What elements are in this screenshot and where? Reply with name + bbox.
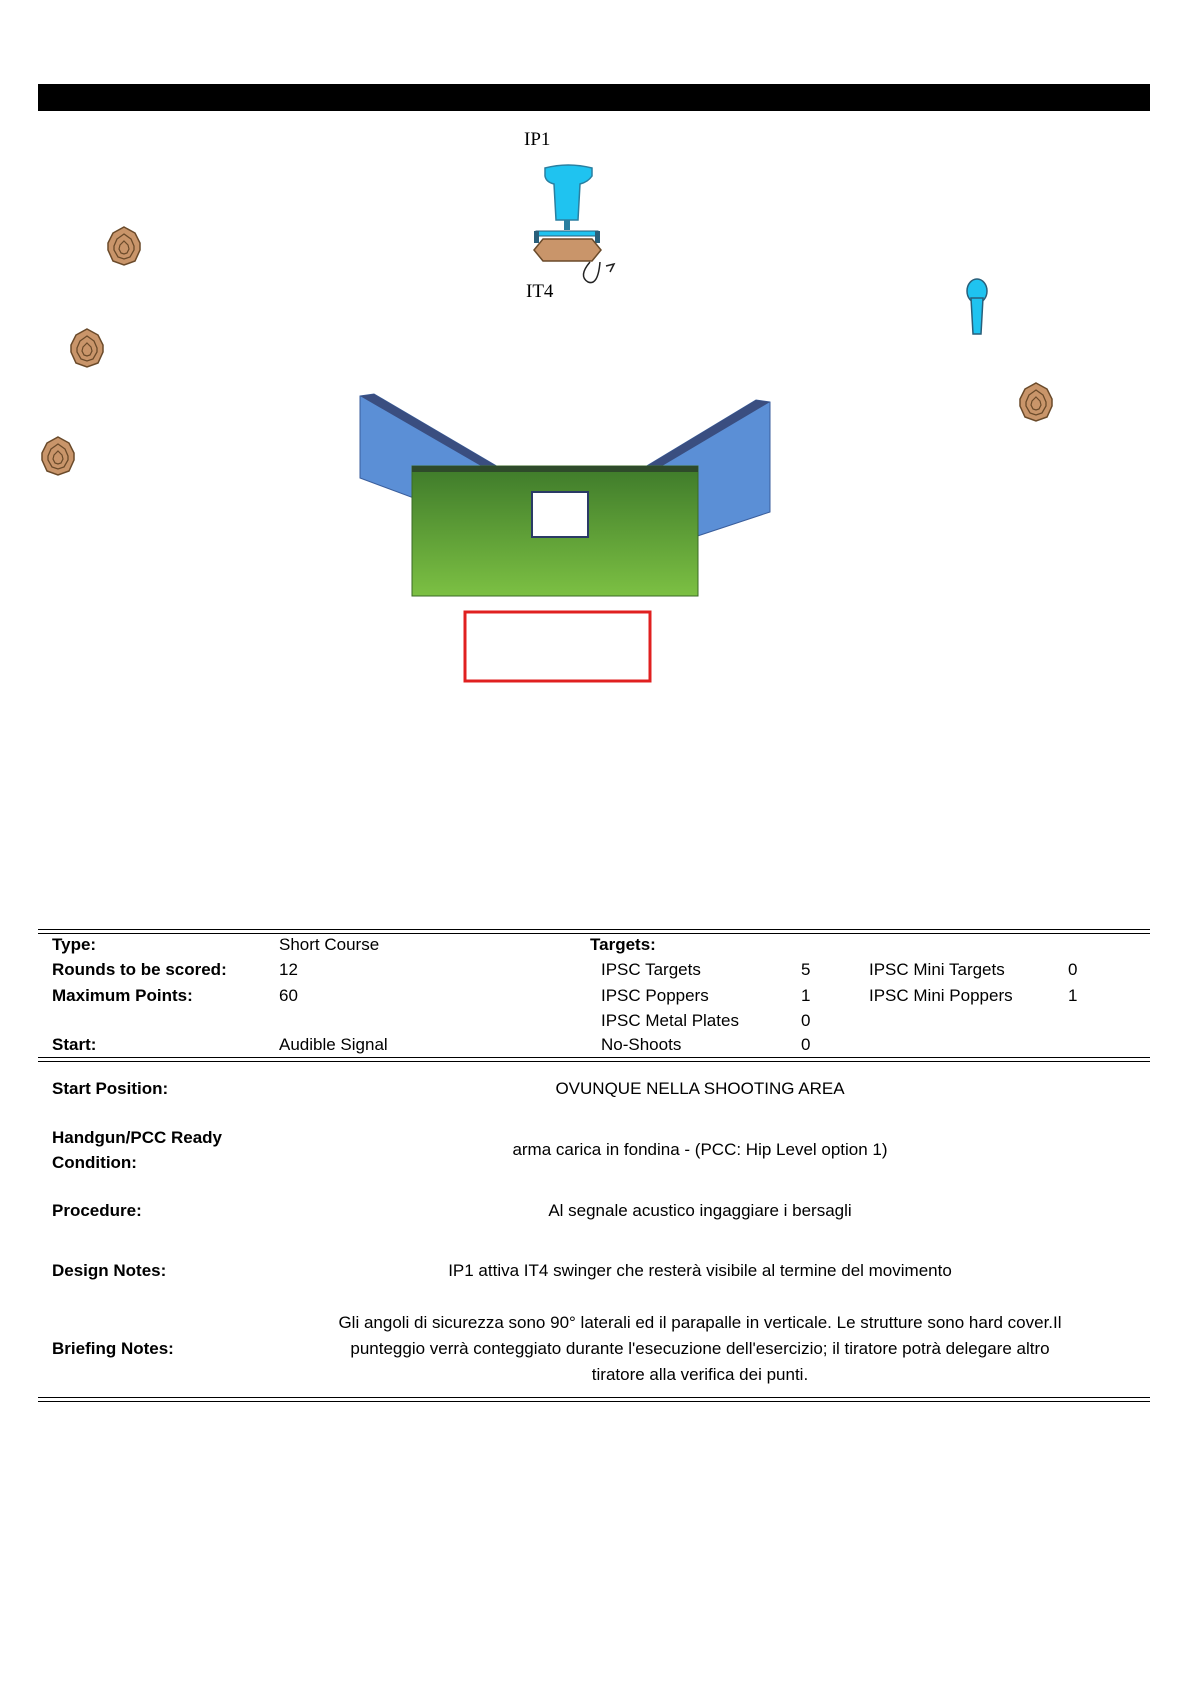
points-value: 60 — [279, 986, 298, 1005]
mini-target-count: 1 — [1068, 986, 1078, 1005]
table-rule-mid — [38, 1057, 1150, 1058]
briefing-notes-label: Briefing Notes: — [52, 1339, 174, 1358]
ipsc-target-3 — [42, 437, 74, 475]
design-notes-value: IP1 attiva IT4 swinger che resterà visibile al termine del movimento — [448, 1261, 952, 1280]
ipsc-target-1 — [108, 227, 140, 265]
target-name: IPSC Metal Plates — [601, 1011, 739, 1030]
target-count: 5 — [801, 960, 811, 979]
table-rule-top — [38, 929, 1150, 930]
label-it4: IT4 — [526, 281, 554, 302]
start-label: Start: — [52, 1035, 97, 1054]
rounds-value: 12 — [279, 960, 298, 979]
procedure-value: Al segnale acustico ingaggiare i bersagli — [548, 1201, 852, 1220]
swinger-it4 — [534, 231, 614, 283]
swing-arrow-icon — [583, 262, 600, 283]
ready-label-line2: Condition: — [52, 1153, 137, 1172]
label-ip1: IP1 — [524, 129, 551, 150]
popper-ip1 — [545, 165, 592, 230]
type-value: Short Course — [279, 935, 380, 954]
briefing-line-1: Gli angoli di sicurezza sono 90° laterali ed il parapalle in verticale. Le strutture sono hard cover.Il — [338, 1313, 1062, 1332]
mini-target-name: IPSC Mini Targets — [869, 960, 1005, 979]
procedure-label: Procedure: — [52, 1201, 142, 1220]
table-rule-bottom — [38, 1397, 1150, 1398]
target-count: 0 — [801, 1011, 811, 1030]
start-value: Audible Signal — [279, 1035, 388, 1054]
briefing-line-2: punteggio verrà conteggiato durante l'esecuzione dell'esercizio; il tiratore potrà delegare altro — [350, 1339, 1050, 1358]
points-label: Maximum Points: — [52, 986, 193, 1005]
target-count: 1 — [801, 986, 811, 1005]
rounds-label: Rounds to be scored: — [52, 960, 227, 979]
target-name: No-Shoots — [601, 1035, 682, 1054]
target-name: IPSC Poppers — [601, 986, 709, 1005]
ipsc-target-2 — [71, 329, 103, 367]
targets-label: Targets: — [590, 935, 656, 954]
type-label: Type: — [52, 935, 97, 954]
briefing-line-3: tiratore alla verifica dei punti. — [591, 1365, 809, 1384]
start-position-label: Start Position: — [52, 1079, 169, 1098]
table-rule-mid-2 — [38, 1061, 1150, 1062]
mini-popper — [967, 279, 987, 334]
target-count: 0 — [801, 1035, 811, 1054]
table-rule-bottom-2 — [38, 1401, 1150, 1402]
shooting-area — [465, 612, 650, 681]
ready-value: arma carica in fondina - (PCC: Hip Level option 1) — [512, 1140, 888, 1159]
target-name: IPSC Targets — [601, 960, 701, 979]
barrier-green — [412, 466, 698, 596]
start-position-value: OVUNQUE NELLA SHOOTING AREA — [555, 1079, 845, 1098]
ready-label-line1: Handgun/PCC Ready — [52, 1128, 223, 1147]
ipsc-target-4 — [1020, 383, 1052, 421]
design-notes-label: Design Notes: — [52, 1261, 167, 1280]
mini-target-name: IPSC Mini Poppers — [869, 986, 1013, 1005]
mini-target-count: 0 — [1068, 960, 1078, 979]
port-opening — [532, 492, 588, 537]
